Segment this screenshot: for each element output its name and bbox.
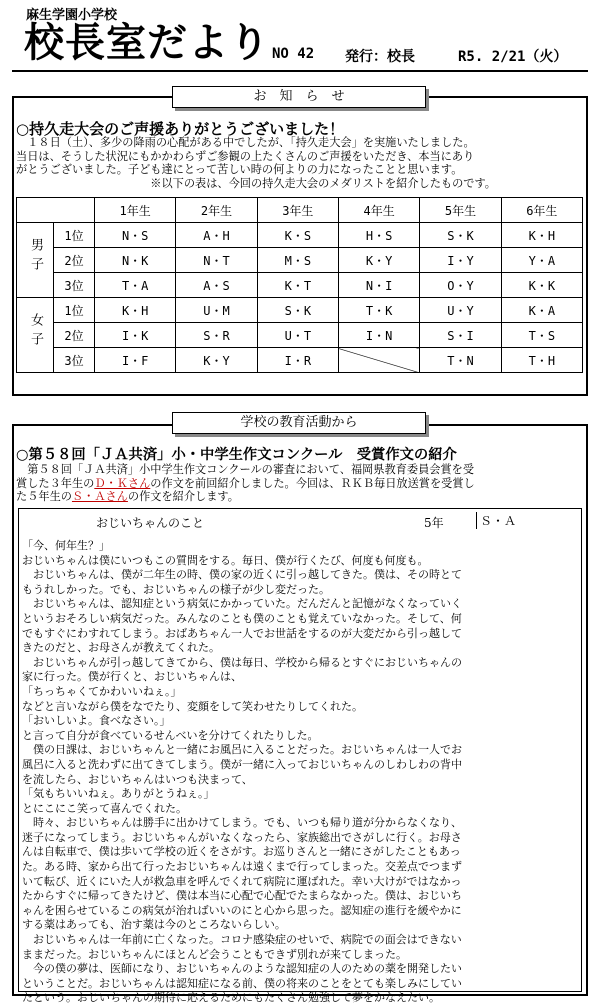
- table-header-row: [17, 198, 583, 223]
- rank-label: 2位: [54, 323, 95, 348]
- intro-line: た５年生のＳ・Ａさんの作文を紹介します。: [16, 490, 239, 504]
- medalist-cell: U・Y: [420, 298, 501, 323]
- grade-header: 3年生: [257, 198, 338, 223]
- essay-line: ゃんを困らせているこの病気が治ればいいのにと心から思った。認知症の進行を緩やかに: [22, 903, 462, 917]
- medalist-cell: Y・A: [501, 248, 582, 273]
- rank-label: 3位: [54, 273, 95, 298]
- medalist-table: [16, 197, 583, 373]
- table-row: [17, 273, 583, 298]
- medalist-cell: A・H: [176, 223, 257, 248]
- medalist-cell: H・S: [338, 223, 419, 248]
- school-name: 麻生学園小学校: [26, 8, 118, 23]
- essay-line: 迷子になってしまう。おじいちゃんがいなくなったら、家族総出でさがしに行く。お母さ: [22, 830, 462, 844]
- table-row: [17, 323, 583, 348]
- essay-line: ということだ。おじいちゃんは認知症になる前、僕の将来のことをとても楽しみにしてい: [22, 976, 462, 990]
- essay-title: おじいちゃんのこと: [96, 516, 205, 530]
- essay-line: おじいちゃんは、認知症という病気にかかっていた。だんだんと記憶がなくなっていく: [22, 597, 462, 611]
- medalist-cell: S・I: [420, 323, 501, 348]
- medalist-cell: U・T: [257, 323, 338, 348]
- essay-line: おじいちゃんは、僕が二年生の時、僕の家の近くに引っ越してきた。僕は、その時とて: [22, 568, 462, 582]
- notice-line: がとうございました。子ども達にとって苦しい時の何よりの力になったことと思います。: [16, 163, 463, 177]
- essay-line: 風呂に入ると洗わずに出てきてしまう。僕が一緒に入っておじいちゃんのしわしわの背中: [22, 757, 462, 771]
- essay-line: 今の僕の夢は、医師になり、おじいちゃんのような認知症の人のための薬を開発したい: [22, 962, 462, 976]
- table-corner: [17, 198, 95, 223]
- essay-grade: 5年: [424, 516, 444, 530]
- medalist-cell: K・H: [501, 223, 582, 248]
- student-name-sa: Ｓ・Ａさん: [71, 490, 128, 504]
- medalist-cell: I・F: [95, 348, 176, 373]
- medalist-cell: S・K: [420, 223, 501, 248]
- essay-line: 「気もちいいねぇ。ありがとうねぇ。」: [22, 787, 215, 801]
- essay-line: もうれしかった。でも、おじいちゃんの様子が少し変だった。: [22, 582, 330, 596]
- rank-label: 3位: [54, 348, 95, 373]
- issuer: 発行：校長: [345, 49, 415, 65]
- essay-line: ままだった。おじいちゃんにほとんど会うこともできず別れが来てしまった。: [22, 947, 407, 961]
- medalist-cell: T・S: [501, 323, 582, 348]
- essay-line: きたのだと、お母さんが教えてくれた。: [22, 641, 220, 655]
- medalist-cell: K・K: [501, 273, 582, 298]
- medalist-cell: T・N: [420, 348, 501, 373]
- header-rule: [12, 70, 588, 72]
- education-banner: 学校の教育活動から: [172, 412, 426, 434]
- essay-line: たという。おじいちゃんの期待に応えるためにもたくさん勉強して夢をかなえたい。: [22, 991, 440, 1005]
- gender-label-boys: 男子: [17, 223, 54, 298]
- essay-author: Ｓ・Ａ: [476, 512, 516, 529]
- medalist-cell: K・Y: [176, 348, 257, 373]
- essay-line: 「ちっちゃくてかわいいねぇ。」: [22, 684, 182, 698]
- medalist-cell: U・M: [176, 298, 257, 323]
- issue-date: R5. 2/21（火）: [458, 49, 568, 65]
- gender-label-girls: 女子: [17, 298, 54, 373]
- table-row: [17, 223, 583, 248]
- medalist-cell: K・Y: [338, 248, 419, 273]
- rank-label: 2位: [54, 248, 95, 273]
- essay-line: というおそろしい病気だった。みんなのことも僕のことも覚えていなかった。そして、何: [22, 611, 462, 625]
- essay-line: んは自転車で、僕は歩いて学校の近くをさがす。お巡りさんと一緒にさがしたこともあっ: [22, 845, 461, 859]
- notice-line: ※以下の表は、今回の持久走大会のメダリストを紹介したものです。: [16, 176, 496, 190]
- medalist-cell: T・K: [338, 298, 419, 323]
- table-row: [17, 248, 583, 273]
- grade-header: 4年生: [338, 198, 419, 223]
- medalist-cell: T・A: [95, 273, 176, 298]
- grade-header: 2年生: [176, 198, 257, 223]
- essay-line: 「今、何年生？」: [22, 539, 110, 552]
- essay-line: 家に行った。僕が行くと、おじいちゃんは、: [22, 670, 242, 684]
- notice-heading: ○持久走大会のご声援ありがとうございました！: [16, 120, 345, 138]
- essay-line: 「おいしいよ。食べなさい。」: [22, 714, 171, 728]
- education-heading: ○第５８回「ＪＡ共済」小・中学生作文コンクール 受賞作文の紹介: [16, 447, 457, 463]
- essay-line: でもすぐにわすれてしまう。おばあちゃん一人でお世話をするのが大変だから引っ越して: [22, 626, 462, 640]
- table-row: [17, 348, 583, 373]
- medalist-cell: I・Y: [420, 248, 501, 273]
- essay-line: いて転び、近くにいた人が救急車を呼んでくれて病院に運ばれた。幸い大けがではなかっ: [22, 874, 462, 888]
- essay-line: などと言いながら僕をなでたり、変顔をして笑わせたりしてくれた。: [22, 699, 363, 713]
- empty-diagonal-cell: [338, 348, 419, 373]
- medalist-cell: N・K: [95, 248, 176, 273]
- essay-line: を流したら、おじいちゃんはいつも決まって、: [22, 772, 253, 786]
- essay-line: 僕の日課は、おじいちゃんと一緒にお風呂に入ることだった。おじいちゃんは一人でお: [22, 743, 462, 757]
- medalist-cell: N・I: [338, 273, 419, 298]
- notice-line: １８日（土）、多少の降雨の心配がある中でしたが、「持久走大会」を実施いたしました。: [16, 136, 475, 149]
- notice-paragraph: [16, 136, 586, 190]
- medalist-cell: K・A: [501, 298, 582, 323]
- essay-line: おじいちゃんは一年前に亡くなった。コロナ感染症のせいで、病院での面会はできない: [22, 933, 462, 947]
- medalist-cell: T・H: [501, 348, 582, 373]
- intro-line: 第５８回「ＪＡ共済」小中学生作文コンクールの審査において、福岡県教育委員会賞を受: [16, 463, 475, 476]
- medalist-cell: I・N: [338, 323, 419, 348]
- medalist-cell: N・T: [176, 248, 257, 273]
- notice-line: 当日は、そうした状況にもかかわらずご参観の上たくさんのご声援をいただき、本当にあり: [16, 149, 475, 163]
- intro-line: 賞した３年生のＤ・Ｋさんの作文を前回紹介しました。今回は、ＲＫＢ毎日放送賞を受賞し: [16, 476, 475, 490]
- essay-line: 時々、おじいちゃんは勝手に出かけてしまう。でも、いつも帰り道が分からなくなり、: [22, 816, 462, 830]
- medalist-cell: K・H: [95, 298, 176, 323]
- essay-body: [22, 539, 580, 1006]
- grade-header: 5年生: [420, 198, 501, 223]
- medalist-cell: S・R: [176, 323, 257, 348]
- medalist-cell: S・K: [257, 298, 338, 323]
- rank-label: 1位: [54, 298, 95, 323]
- rank-label: 1位: [54, 223, 95, 248]
- grade-header: 6年生: [501, 198, 582, 223]
- issue-number: NO 42: [272, 46, 315, 62]
- essay-line: たからすぐに帰ってきたけど、僕は本当に心配で心配でたまらなかった。僕は、おじいち: [22, 889, 462, 903]
- medalist-cell: O・Y: [420, 273, 501, 298]
- medalist-cell: I・K: [95, 323, 176, 348]
- essay-line: た。ある時、家から出て行ったおじいちゃんは遠くまで行ってしまった。交差点でつまず: [22, 860, 462, 874]
- table-row: [17, 298, 583, 323]
- essay-line: おじいちゃんは僕にいつもこの質問をする。毎日、僕が行くたび、何度も何度も。: [22, 553, 429, 567]
- grade-header: 1年生: [95, 198, 176, 223]
- newsletter-title: 校長室だより: [24, 19, 270, 66]
- student-name-dk: Ｄ・Ｋさん: [94, 476, 151, 490]
- medalist-cell: N・S: [95, 223, 176, 248]
- essay-line: おじいちゃんが引っ越してきてから、僕は毎日、学校から帰るとすぐにおじいちゃんの: [22, 655, 462, 669]
- medalist-cell: K・T: [257, 273, 338, 298]
- education-intro: [16, 463, 586, 504]
- medalist-cell: I・R: [257, 348, 338, 373]
- medalist-cell: K・S: [257, 223, 338, 248]
- medalist-cell: M・S: [257, 248, 338, 273]
- notice-banner: お 知 ら せ: [172, 86, 426, 108]
- essay-line: とにこにこ笑って喜んでくれた。: [22, 801, 187, 815]
- essay-line: と言って自分が食べているせんべいを分けてくれたりした。: [22, 728, 319, 742]
- medalist-cell: A・S: [176, 273, 257, 298]
- essay-line: する薬はあっても、治す薬は今のところないらしい。: [22, 918, 286, 932]
